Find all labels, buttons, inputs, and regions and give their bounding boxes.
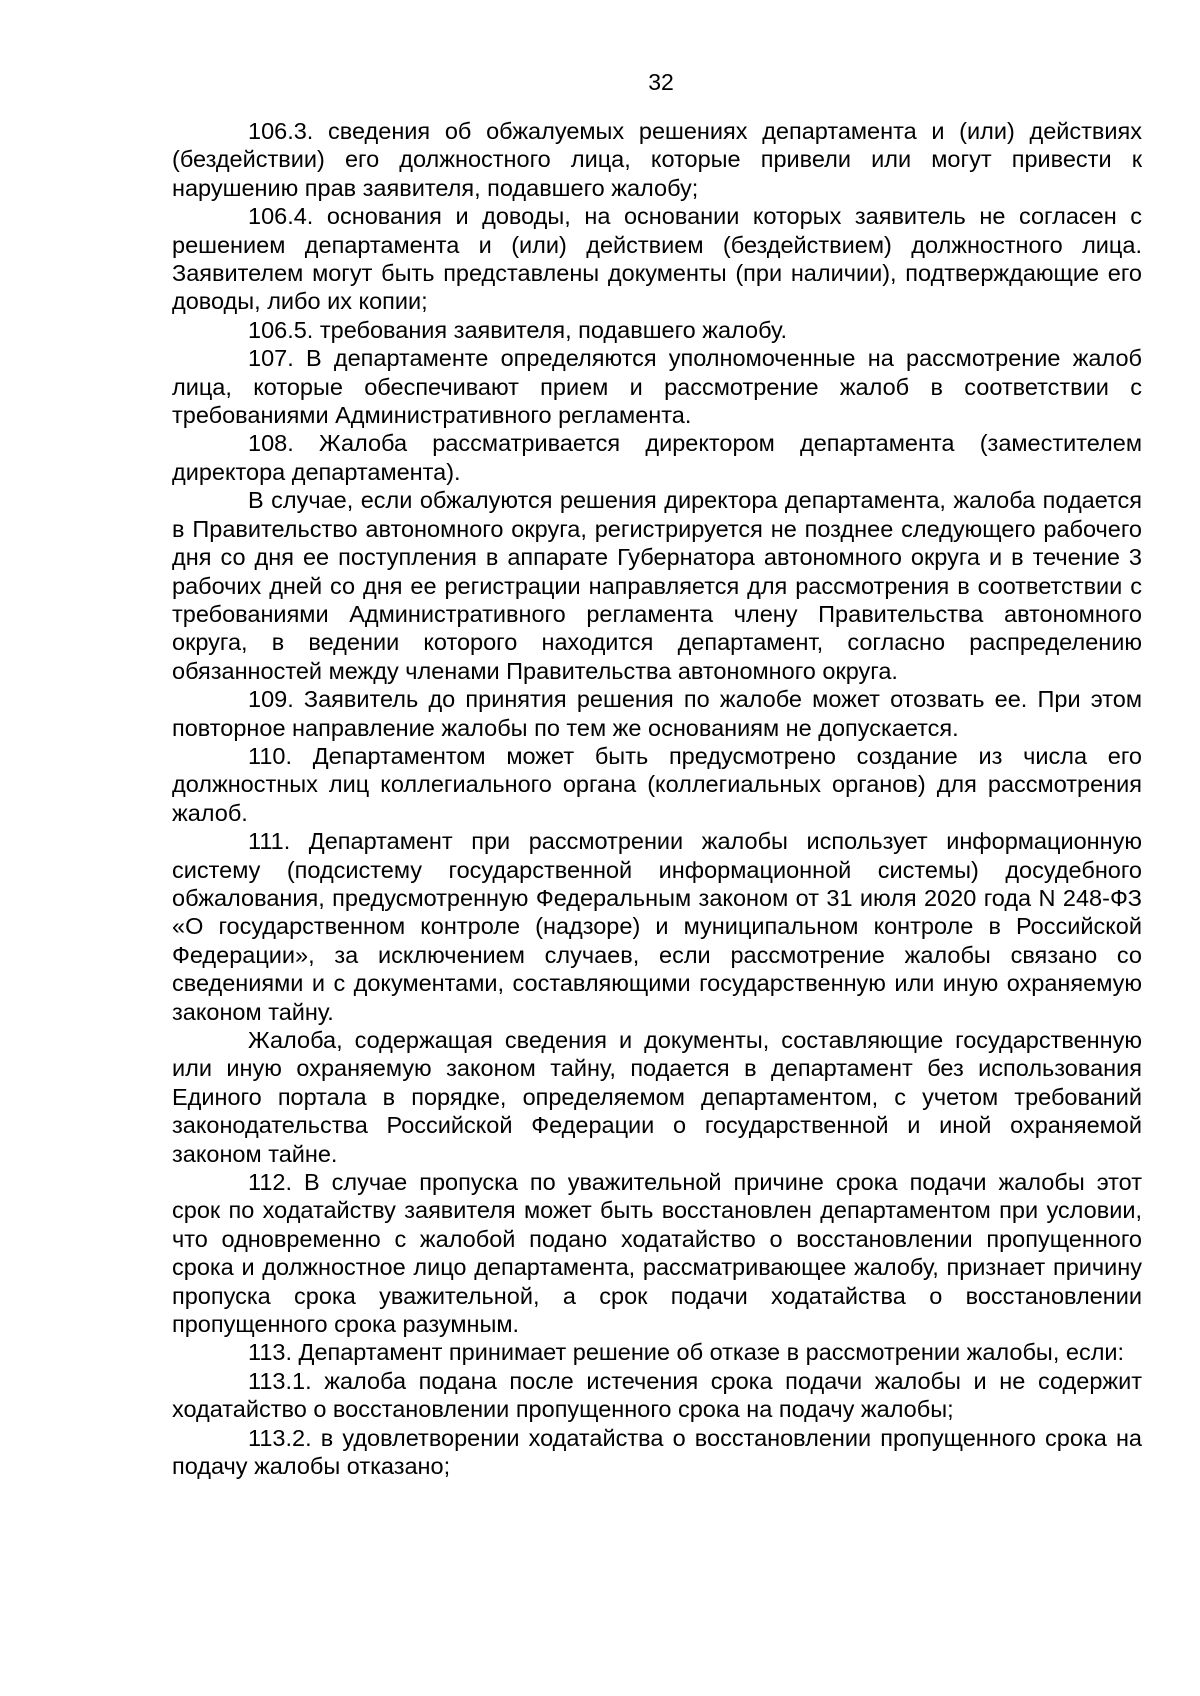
- paragraph-106-3: 106.3. сведения об обжалуемых решениях департамента и (или) действиях (бездействии) его должностного лица, которые привели или могут привести к нарушению прав заявителя, подавшего жалобу;: [172, 118, 1142, 201]
- paragraph-109: 109. Заявитель до принятия решения по жалобе может отозвать ее. При этом повторное направление жалобы по тем же основаниям не допускается.: [172, 686, 1142, 741]
- paragraph-106-4: 106.4. основания и доводы, на основании которых заявитель не согласен с решением департамента и (или) действием (бездействием) должностного лица. Заявителем могут быть представлены документы (при наличии), подтверждающие его доводы, либо их копии;: [172, 203, 1142, 315]
- paragraph-113-2: 113.2. в удовлетворении ходатайства о восстановлении пропущенного срока на подачу жалобы отказано;: [172, 1424, 1142, 1480]
- page-number: 32: [648, 69, 674, 95]
- paragraph-110: 110. Департаментом может быть предусмотрено создание из числа его должностных лиц коллегиального органа (коллегиальных органов) для рассмотрения жалоб.: [172, 742, 1142, 826]
- paragraph-112: 112. В случае пропуска по уважительной причине срока подачи жалобы этот срок по ходатайству заявителя может быть восстановлен департаментом при условии, что одновременно с жалобой подано ходатайство о восстановлении пропущенного срока и должностное лицо департамента, рассматривающее жалобу, признает причину пропуска срока уважительной, а срок подачи ходатайства о восстановлении пропущенного срока разумным.: [172, 1169, 1142, 1338]
- paragraph-107: 107. В департаменте определяются уполномоченные на рассмотрение жалоб лица, которые обеспечивают прием и рассмотрение жалоб в соответствии с требованиями Административного регламента.: [172, 345, 1142, 429]
- paragraph-106-5: 106.5. требования заявителя, подавшего жалобу.: [248, 316, 787, 343]
- paragraph-113-1: 113.1. жалоба подана после истечения срока подачи жалобы и не содержит ходатайство о восстановлении пропущенного срока на подачу жалобы;: [172, 1367, 1142, 1423]
- paragraph-108-continued: В случае, если обжалуются решения директора департамента, жалоба подается в Правительство автономного округа, регистрируется не позднее следующего рабочего дня со дня ее поступления в аппарате Губернатора автономного округа и в течение 3 рабочих дней со дня ее регистрации направляется для рассмотрения в соответствии с требованиями Административного регламента члену Правительства автономного округа, в ведении которого находится департамент, согласно распределению обязанностей между членами Правительства автономного округа.: [172, 487, 1142, 684]
- document-body: [172, 117, 1142, 1481]
- paragraph-111: 111. Департамент при рассмотрении жалобы использует информационную систему (подсистему государственной информационной системы) досудебного обжалования, предусмотренную Федеральным законом от 31 июля 2020 года N 248-ФЗ «О государственном контроле (надзоре) и муниципальном контроле в Российской Федерации», за исключением случаев, если рассмотрение жалобы связано со сведениями и с документами, составляющими государственную или иную охраняемую законом тайну.: [172, 828, 1142, 1025]
- paragraph-111-continued: Жалоба, содержащая сведения и документы, составляющие государственную или иную охраняемую законом тайну, подается в департамент без использования Единого портала в порядке, определяемом департаментом, с учетом требований законодательства Российской Федерации о государственной и иной охраняемой законом тайне.: [172, 1027, 1142, 1167]
- paragraph-108: 108. Жалоба рассматривается директором департамента (заместителем директора департамента).: [172, 430, 1142, 485]
- paragraph-113: 113. Департамент принимает решение об отказе в рассмотрении жалобы, если:: [248, 1339, 1125, 1366]
